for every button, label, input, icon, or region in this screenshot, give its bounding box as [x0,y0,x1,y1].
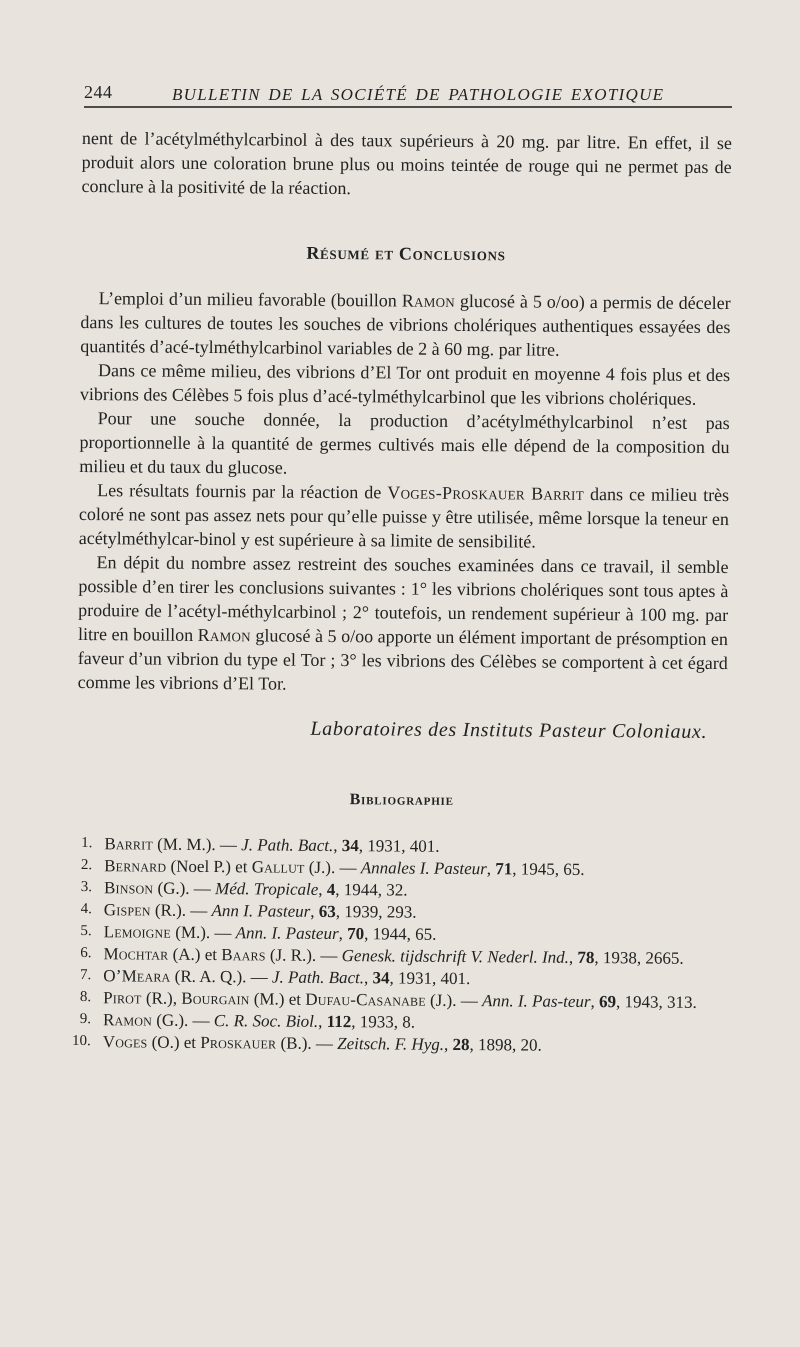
bibliography-number: 8. [79,989,92,1006]
bibliography-text: , 1944, 65. [364,924,437,944]
conclusion-paragraph-5 [78,550,729,699]
bibliography-author: Gallut [251,857,305,877]
bibliography-author: Barrit [104,834,153,854]
bibliography-volume: 70 [347,924,365,944]
bibliography-title: Bibliographie [349,791,454,809]
bibliography-text: , 1931, 401. [358,836,440,856]
bibliography-author: Bernard [104,856,167,876]
bibliography-text: (M.). — [170,922,236,943]
bibliography-author: Lemoigne [103,922,172,942]
conclusion-paragraph-4-end: dans ce milieu très coloré ne sont pas assez nets pour qu’elle puisse y être utilisée, même lorsque la teneur en acétylméthylcar-binol y est supérieure à sa limite de sensibilité. [78,483,730,552]
bibliography-text: (M.) et [249,989,306,1009]
bibliography-text: , 1943, 313. [616,992,697,1012]
bibliography-number: 5. [80,923,92,940]
ramon-name: Ramon [197,624,251,646]
bibliography-text: , 1944, 32. [335,880,408,900]
bibliography-number: 7. [80,967,92,984]
bibliography-volume: 63 [318,901,336,922]
bibliography-volume: 34 [372,968,390,988]
journal-running-title: BULLETIN DE LA SOCIÉTÉ DE PATHOLOGIE EXOTIQUE [172,85,665,104]
bibliography-author: Pirot [103,988,142,1008]
bibliography-text: (J.). — [304,857,361,878]
ramon-name: Ramon [401,290,456,311]
bibliography-journal: C. R. Soc. Biol. [213,1011,319,1031]
laboratory-signature: Laboratoires des Instituts Pasteur Coloniaux. [310,717,708,743]
bibliography-text: , [333,835,342,856]
bibliography-text: , 1898, 20. [469,1035,542,1055]
bibliography-text: , [590,992,600,1012]
bibliography-volume: 71 [495,859,513,879]
bibliography-text: (A.) et [168,944,222,965]
bibliography-journal: Méd. Tropicale [215,879,319,899]
conclusion-paragraph-5-start: En dépit du nombre assez restreint des souches examinées dans ce travail, il semble possible d’en tirer les conclusions suivantes : 1° les vibrions cholériques sont tous aptes à produire de l’acétyl-méthylcarbinol ; 2° toutefois, un rendement supérieur à 100 mg. par litre en bouillon [77,552,729,645]
bibliography-number: 3. [80,879,93,896]
bibliography-text: , [443,1034,453,1054]
conclusion-paragraph-1-end: glucosé à 5 o/oo) a permis de déceler dans les cultures de toutes les souches de vibrions cholériques authentiques essayées des quantités d’acé-tylméthylcarbinol variables de 2 à 60 mg. par litre. [80,290,731,360]
bibliography-list [72,833,727,1057]
bibliography-journal: J. Path. Bact. [271,967,365,988]
article-content [72,126,732,1058]
bibliography-number: 6. [80,945,92,962]
bibliography-author: Dufau-Casanabe [305,989,426,1010]
bibliography-text: (O.) et [147,1032,201,1052]
bibliography-number: 1. [81,835,93,852]
running-header [84,78,732,108]
bibliography-item [72,1031,725,1057]
bibliography-text: , 1939, 293. [335,902,417,922]
bibliography-number: 10. [72,1032,91,1050]
bibliography-text: , [363,968,373,988]
bibliography-text: , [310,901,319,921]
bibliography-text: (R.), [141,988,182,1008]
conclusion-paragraph-1-start: L’emploi d’un milieu favorable (bouillon [98,288,402,311]
bibliography-author: Baars [221,945,266,965]
bibliography-text: , 1938, 2665. [594,948,684,968]
bibliography-journal: Ann. I. Pasteur [235,923,339,944]
bibliography-text: , [568,947,578,967]
bibliography-text: , [318,879,327,899]
bibliography-text: (R. A. Q.). — [170,966,273,987]
bibliography-text: , 1931, 401. [389,968,471,989]
bibliography-author: Binson [103,878,154,898]
bibliography-journal: J. Path. Bact. [241,835,334,855]
bibliography-journal: Ann. I. Pas-teur [481,991,591,1012]
conclusion-paragraph-1 [80,286,731,363]
bibliography-volume: 34 [341,836,359,856]
conclusion-paragraph-4-start: Les résultats fournis par la réaction de [97,480,388,503]
bibliography-author: O’Meara [103,966,171,986]
section-title: Résumé et Conclusions [306,242,506,265]
bibliography-volume: 28 [452,1034,470,1055]
conclusion-paragraph-5-end: glucosé à 5 o/oo apporte un élément important de présomption en faveur d’un vibrion du type el Tor ; 3° les vibrions des Célèbes se comportent à cet égard comme les vibrions d’El Tor. [77,625,729,694]
bibliography-text: (M. M.). — [152,834,242,855]
bibliography-author: Gispen [103,900,151,920]
bibliography-volume: 78 [577,947,595,968]
bibliography-text: , [318,1011,327,1031]
bibliography-author: Voges [102,1032,148,1052]
conclusion-paragraph-4 [79,478,730,555]
bibliography-author: Proskauer [200,1032,277,1053]
bibliography-number: 2. [80,857,93,874]
bibliography-journal: Zeitsch. F. Hyg. [337,1034,445,1054]
bibliography-number: 4. [80,901,92,918]
bibliography-text: , 1933, 8. [351,1012,416,1032]
bibliography-author: Bourgain [181,988,250,1009]
bibliography-text: , [486,859,496,879]
bibliography-volume: 4 [326,879,336,900]
intro-paragraph: nent de l’acétylméthylcarbinol à des taux supérieurs à 20 mg. par litre. En effet, il se produit alors une coloration brune plus ou moins teintée de rouge qui ne permet pas de conclure à la positivité de la réaction. [81,127,732,199]
bibliography-author: Ramon [102,1010,153,1030]
bibliography-text: (R.). — [150,900,212,921]
bibliography-volume: 69 [599,992,617,1012]
bibliography-number: 9. [79,1011,92,1028]
bibliography-text: (J. R.). — [265,945,342,966]
bibliography-journal: Ann I. Pasteur [211,901,311,921]
bibliography-text: , [338,924,348,944]
bibliography-text: (B.). — [276,1033,338,1054]
voges-proskauer-barrit-name: Voges-Proskauer Barrit [387,482,585,504]
conclusion-paragraph-2: Dans ce même milieu, des vibrions d’El Tor ont produit en moyenne 4 fois plus et des vibrions des Célèbes 5 fois plus d’acé-tylméthylcarbinol que les vibrions cholériques. [79,360,731,409]
bibliography-text: (G.). — [151,1010,214,1031]
conclusion-paragraph-3: Pour une souche donnée, la production d’acétylméthylcarbinol n’est pas proportionnelle à la quantité de germes cultivés mais elle dépend de la composition du milieu et du taux du glucose. [79,408,730,478]
bibliography-text: (J.). — [425,990,483,1011]
page-number: 244 [84,82,113,102]
bibliography-journal: Annales I. Pasteur [360,858,487,879]
bibliography-author: Mochtar [103,944,169,964]
bibliography-volume: 112 [326,1011,352,1032]
bibliography-text: (Noel P.) et [166,856,252,877]
bibliography-text: , 1945, 65. [512,859,585,879]
bibliography-text: (G.). — [153,878,216,899]
bibliography-journal: Genesk. tijdschrift V. Nederl. Ind. [341,946,570,967]
